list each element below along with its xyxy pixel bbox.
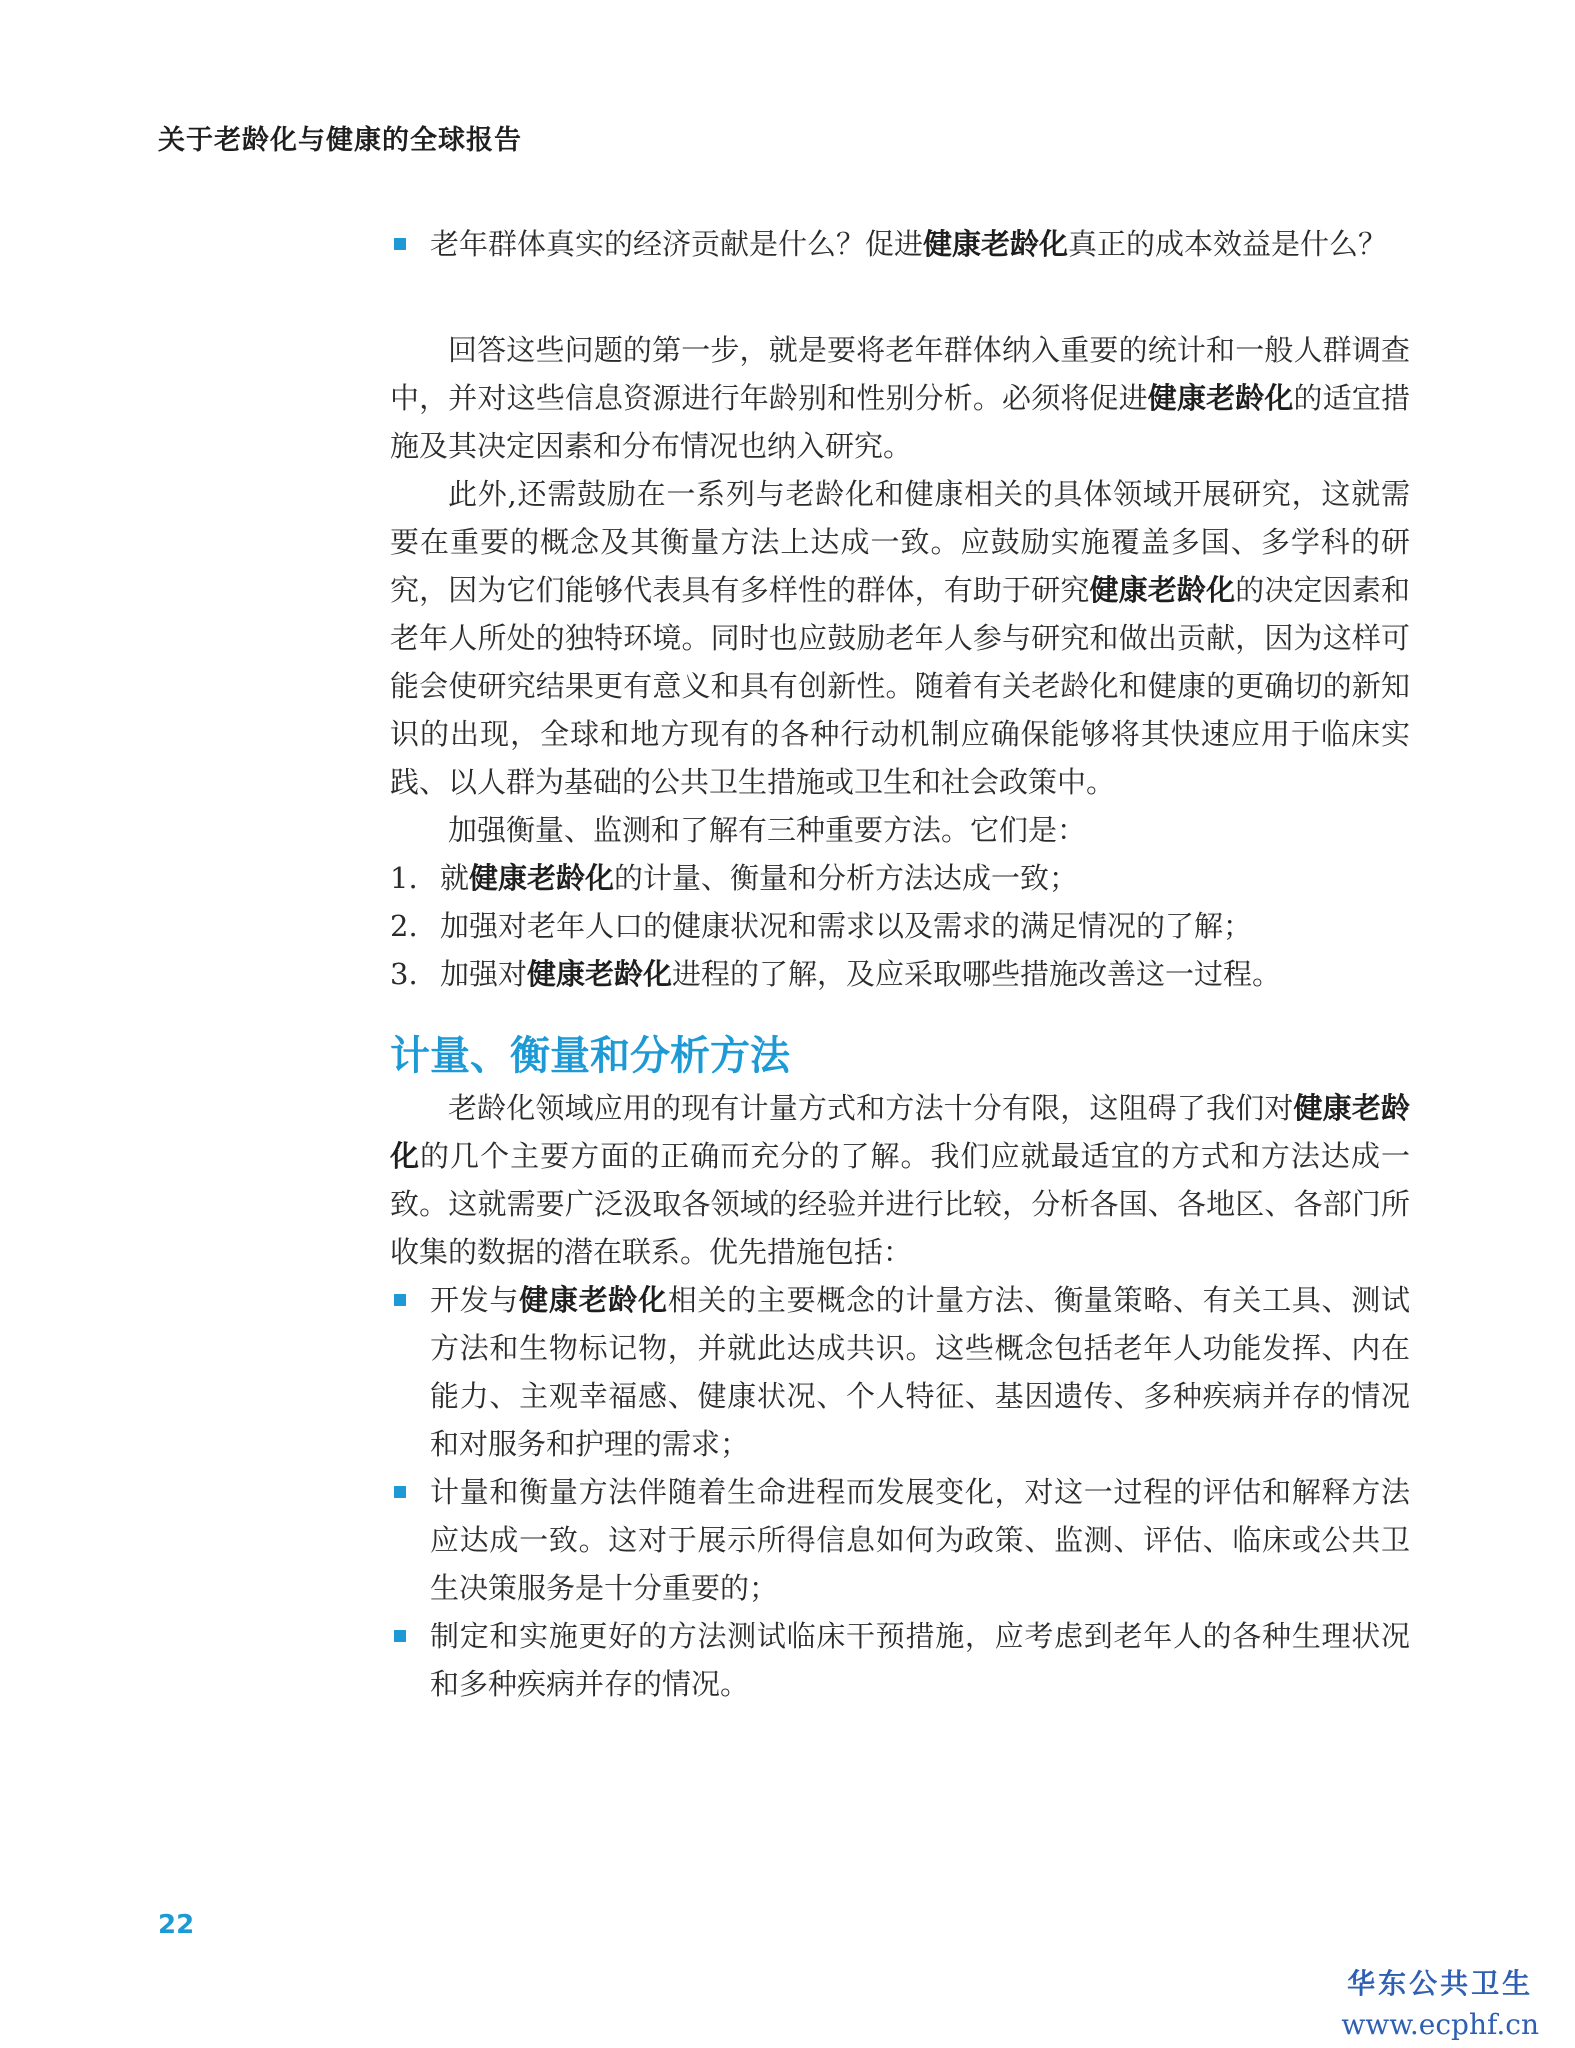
- numbered-item-1: 1. 就健康老龄化的计量、衡量和分析方法达成一致；: [390, 854, 1410, 902]
- bullet-question: [390, 220, 1410, 268]
- bold-term: 健康老龄化: [527, 957, 673, 991]
- priority-bullet-1: 开发与健康老龄化相关的主要概念的计量方法、衡量策略、有关工具、测试方法和生物标记物，并就此达成共识。这些概念包括老年人功能发挥、内在能力、主观幸福感、健康状况、个人特征、基因遗传、多种疾病并存的情况和对服务和护理的需求；: [390, 1276, 1410, 1468]
- numbered-item-2: 2. 加强对老年人口的健康状况和需求以及需求的满足情况的了解；: [390, 902, 1410, 950]
- watermark: [1341, 1962, 1539, 2041]
- item-number: 1.: [390, 861, 418, 895]
- item-number: 3.: [390, 957, 418, 991]
- main-content: [390, 220, 1410, 1708]
- bullet-text: 真正的成本效益是什么？: [1068, 227, 1388, 261]
- square-bullet-icon: [394, 1486, 406, 1498]
- square-bullet-icon: [394, 238, 406, 250]
- bold-term: 健康老龄化: [390, 1091, 1410, 1173]
- bold-term: 健康老龄化: [1147, 381, 1294, 415]
- paragraph-1: 回答这些问题的第一步，就是要将老年群体纳入重要的统计和一般人群调查中，并对这些信息资源进行年龄别和性别分析。必须将促进健康老龄化的适宜措施及其决定因素和分布情况也纳入研究。: [390, 333, 1410, 463]
- paragraph-2: 此外,还需鼓励在一系列与老龄化和健康相关的具体领域开展研究，这就需要在重要的概念及其衡量方法上达成一致。应鼓励实施覆盖多国、多学科的研究，因为它们能够代表具有多样性的群体，有助于研究健康老龄化的决定因素和老年人所处的独特环境。同时也应鼓励老年人参与研究和做出贡献，因为这样可能会使研究结果更有意义和具有创新性。随着有关老龄化和健康的更确切的新知识的出现，全球和地方现有的各种行动机制应确保能够将其快速应用于临床实践、以人群为基础的公共卫生措施或卫生和社会政策中。: [390, 477, 1410, 799]
- page-number: 22: [158, 1910, 195, 1940]
- bullet-text: 老年群体真实的经济贡献是什么？促进: [430, 227, 924, 261]
- section-paragraph: 老龄化领域应用的现有计量方式和方法十分有限，这阻碍了我们对健康老龄化的几个主要方面的正确而充分的了解。我们应就最适宜的方式和方法达成一致。这就需要广泛汲取各领域的经验并进行比较，分析各国、各地区、各部门所收集的数据的潜在联系。优先措施包括：: [390, 1091, 1410, 1269]
- running-header: 关于老龄化与健康的全球报告: [158, 125, 522, 156]
- watermark-url: www.ecphf.cn: [1341, 2008, 1539, 2041]
- bold-term: 健康老龄化: [923, 227, 1069, 261]
- paragraph-3: 加强衡量、监测和了解有三种重要方法。它们是：: [448, 813, 1087, 847]
- bold-term: 健康老龄化: [519, 1283, 668, 1317]
- section-heading: 计量、衡量和分析方法: [390, 1033, 790, 1079]
- numbered-item-3: 3. 加强对健康老龄化进程的了解，及应采取哪些措施改善这一过程。: [390, 950, 1410, 998]
- priority-bullet-2: 计量和衡量方法伴随着生命进程而发展变化，对这一过程的评估和解释方法应达成一致。这对于展示所得信息如何为政策、监测、评估、临床或公共卫生决策服务是十分重要的；: [390, 1468, 1410, 1612]
- priority-bullet-3: 制定和实施更好的方法测试临床干预措施，应考虑到老年人的各种生理状况和多种疾病并存的情况。: [390, 1612, 1410, 1708]
- bold-term: 健康老龄化: [1089, 573, 1236, 607]
- item-number: 2.: [390, 909, 418, 943]
- square-bullet-icon: [394, 1630, 406, 1642]
- square-bullet-icon: [394, 1294, 406, 1306]
- watermark-title: 华东公共卫生: [1347, 1967, 1534, 2000]
- bold-term: 健康老龄化: [469, 861, 615, 895]
